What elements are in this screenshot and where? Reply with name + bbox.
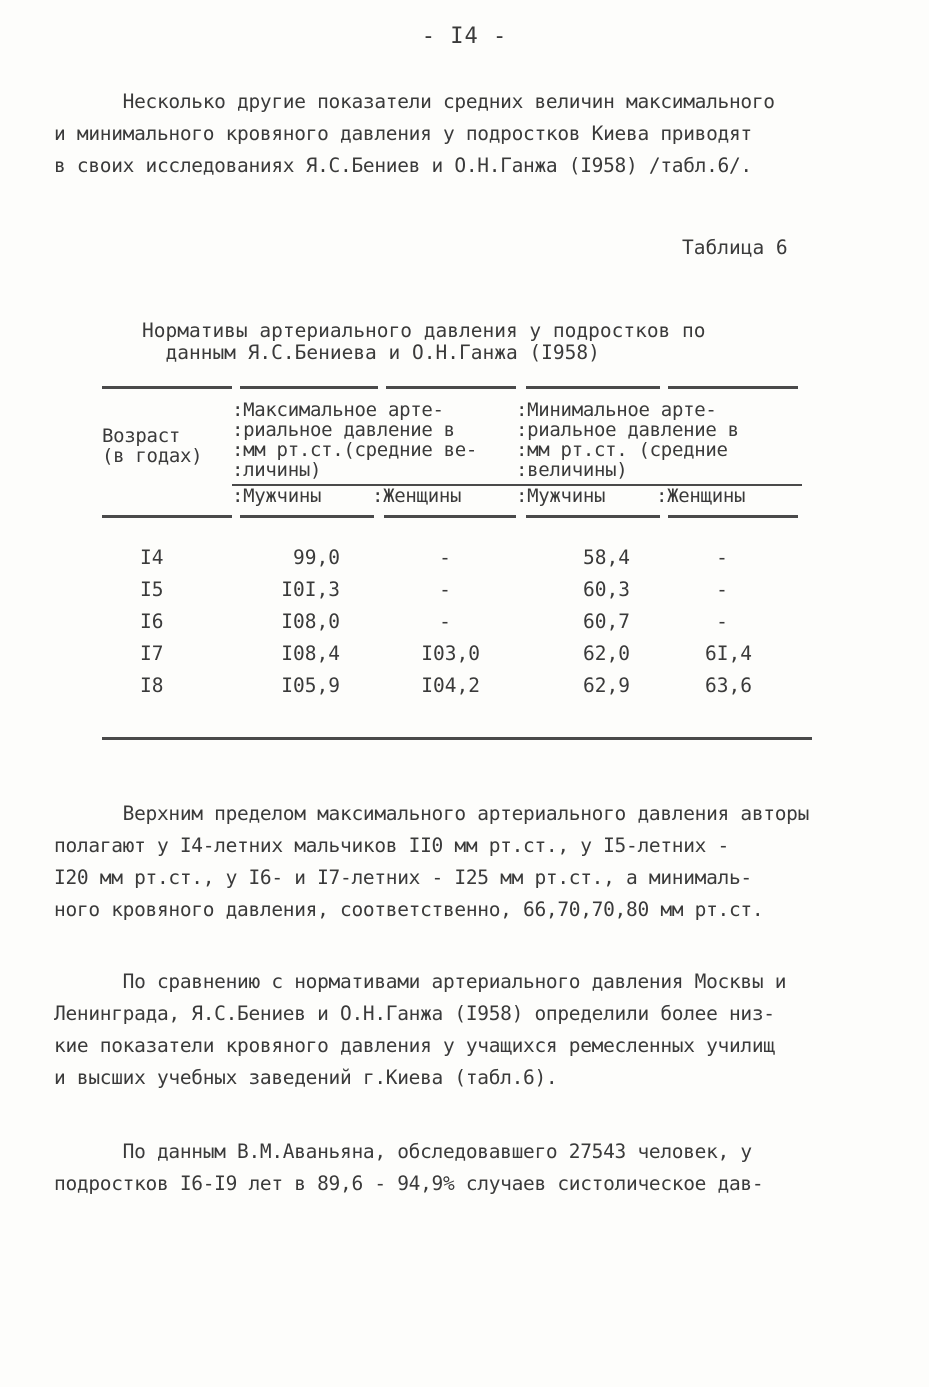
cell-max-women: I04,2 [421, 674, 480, 697]
body-line: ного кровяного давления, соответственно, 66,70,70,80 мм рт.ст. [54, 898, 764, 921]
cell-min-women: 6I,4 [705, 642, 752, 665]
header-max-pressure: :Максимальное арте- :риальное давление в :мм рт.ст.(средние ве- :личины) [232, 399, 478, 481]
cell-age: I8 [140, 674, 164, 697]
header-bottom-rule [384, 515, 516, 518]
table-top-rule [102, 386, 232, 389]
body-line: I20 мм рт.ст., у I6- и I7-летних - I25 мм рт.ст., а минималь- [54, 866, 752, 889]
cell-age: I5 [140, 578, 164, 601]
body-line: Верхним пределом максимального артериального давления авторы [54, 802, 810, 825]
cell-max-men: I08,4 [281, 642, 340, 665]
body-line: кие показатели кровяного давления у учащихся ремесленных училищ [54, 1034, 775, 1057]
header-women-min: :Женщины [656, 485, 746, 507]
cell-max-men: 99,0 [293, 546, 340, 569]
body-paragraph [54, 798, 809, 926]
body-line: полагают у I4-летних мальчиков II0 мм рт.ст., у I5-летних - [54, 834, 729, 857]
cell-age: I6 [140, 610, 164, 633]
cell-min-men: 58,4 [583, 546, 630, 569]
table-top-rule [386, 386, 516, 389]
body-line: По сравнению с нормативами артериального давления Москвы и [54, 970, 787, 993]
page-number: - I4 - [421, 24, 508, 49]
cell-max-men: I05,9 [281, 674, 340, 697]
header-bottom-rule [102, 515, 232, 518]
header-bottom-rule [668, 515, 798, 518]
table-top-rule [526, 386, 660, 389]
cell-min-men: 60,7 [583, 610, 630, 633]
table-label: Таблица 6 [682, 236, 788, 259]
table-top-rule [668, 386, 798, 389]
cell-max-women: - [439, 610, 451, 633]
body-paragraph [54, 966, 786, 1094]
cell-min-men: 60,3 [583, 578, 630, 601]
table-top-rule [240, 386, 378, 389]
table-bottom-rule [102, 737, 812, 740]
header-min-pressure: :Минимальное арте- :риальное давление в :мм рт.ст. (средние :величины) [516, 399, 739, 481]
table-title-line: Нормативы артериального давления у подростков по [142, 318, 706, 342]
header-age: Возраст (в годах) [102, 425, 203, 467]
header-men-max: :Мужчины [232, 485, 322, 507]
intro-line: и минимального кровяного давления у подростков Киева приводят [54, 122, 752, 145]
cell-max-women: - [439, 546, 451, 569]
body-paragraph [54, 1136, 763, 1200]
cell-max-men: I0I,3 [281, 578, 340, 601]
header-bottom-rule [240, 515, 374, 518]
body-line: и высших учебных заведений г.Киева (табл.6). [54, 1066, 558, 1089]
cell-max-women: I03,0 [421, 642, 480, 665]
header-bottom-rule [526, 515, 660, 518]
cell-max-men: I08,0 [281, 610, 340, 633]
cell-min-women: - [716, 578, 728, 601]
cell-min-women: - [716, 546, 728, 569]
header-men-min: :Мужчины [516, 485, 606, 507]
body-line: Ленинграда, Я.С.Бениев и О.Н.Ганжа (I958) определили более низ- [54, 1002, 775, 1025]
body-line: подростков I6-I9 лет в 89,6 - 94,9% случаев систолическое дав- [54, 1172, 764, 1195]
cell-min-men: 62,0 [583, 642, 630, 665]
cell-min-men: 62,9 [583, 674, 630, 697]
cell-age: I7 [140, 642, 164, 665]
table-title [142, 320, 782, 364]
cell-min-women: - [716, 610, 728, 633]
intro-paragraph [54, 86, 775, 182]
table-title-line: данным Я.С.Бениева и О.Н.Ганжа (I958) [142, 340, 600, 364]
cell-min-women: 63,6 [705, 674, 752, 697]
intro-line: в своих исследованиях Я.С.Бениев и О.Н.Ганжа (I958) /табл.6/. [54, 154, 752, 177]
intro-line: Несколько другие показатели средних величин максимального [54, 90, 775, 113]
cell-age: I4 [140, 546, 164, 569]
header-women-max: :Женщины [372, 485, 462, 507]
body-line: По данным В.М.Аваньяна, обследовавшего 27543 человек, у [54, 1140, 752, 1163]
cell-max-women: - [439, 578, 451, 601]
